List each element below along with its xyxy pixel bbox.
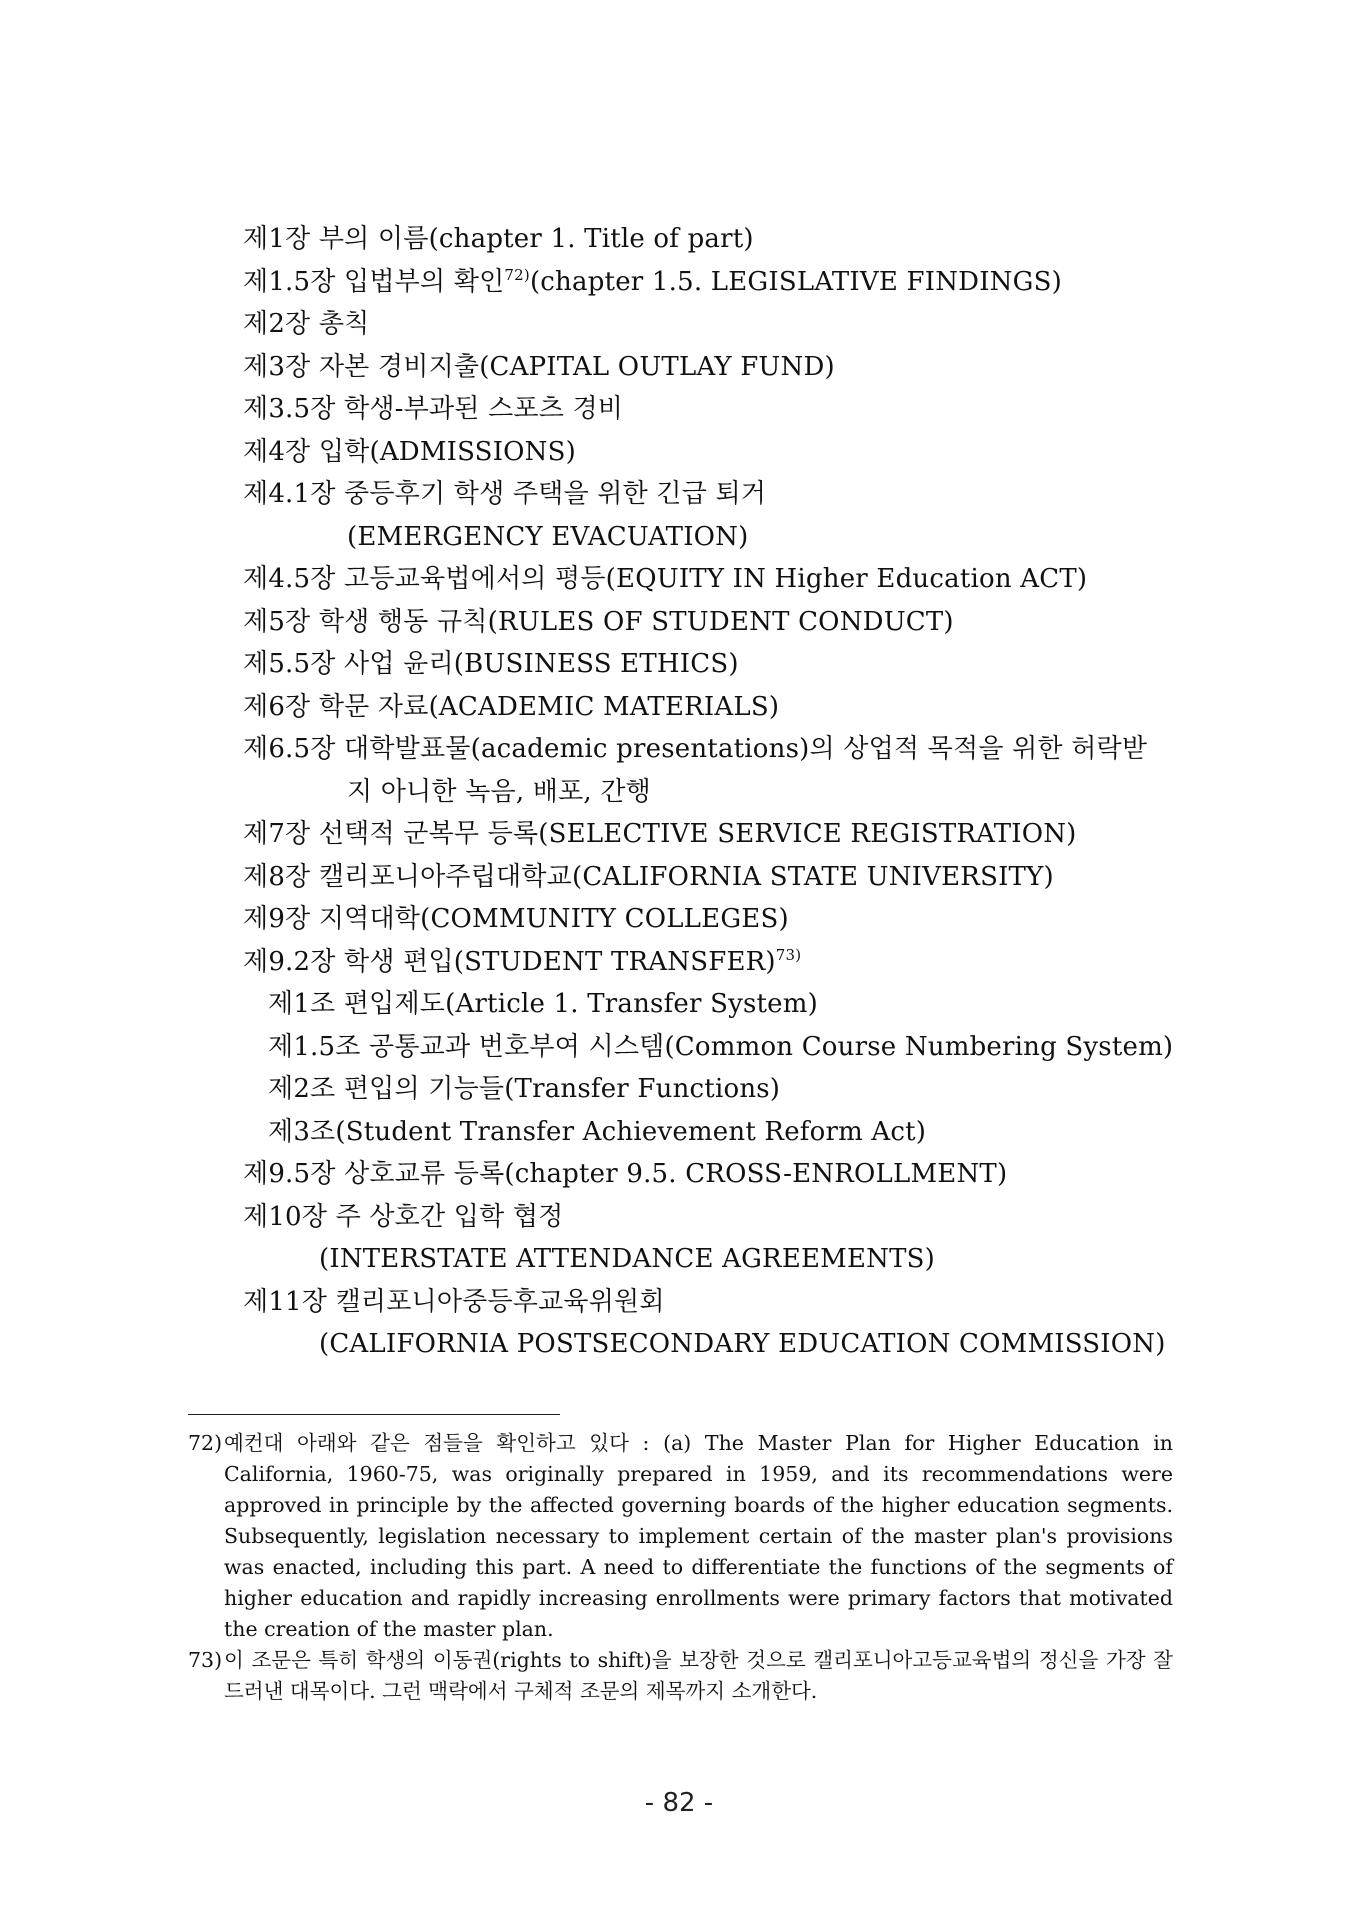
toc-entry-text: (CALIFORNIA POSTSECONDARY EDUCATION COMMISSION) xyxy=(319,1329,1166,1359)
footnote xyxy=(188,1428,1173,1645)
toc-entry-text: 제4.1장 중등후기 학생 주택을 위한 긴급 퇴거 xyxy=(243,479,767,509)
footnote-number: 72) xyxy=(188,1431,223,1455)
toc-entry xyxy=(243,1026,1243,1069)
toc-entry xyxy=(243,856,1243,899)
toc-entry-text-continued: (chapter 1.5. LEGISLATIVE FINDINGS) xyxy=(529,266,1062,297)
toc-entry-text: 제4장 입학(ADMISSIONS) xyxy=(243,436,576,467)
toc-entry-text: 제9.5장 상호교류 등록(chapter 9.5. CROSS-ENROLLMENT) xyxy=(243,1159,1008,1189)
toc-entry xyxy=(243,431,1243,474)
toc-entry-text: 제1.5조 공통교과 번호부여 시스템(Common Course Numbering System) xyxy=(268,1031,1174,1062)
toc-entry xyxy=(243,771,1243,814)
footnote-reference[interactable]: 73) xyxy=(775,945,802,964)
footnotes xyxy=(188,1428,1173,1707)
toc-entry xyxy=(243,983,1243,1026)
toc-entry-text: 제5.5장 사업 윤리(BUSINESS ETHICS) xyxy=(243,649,739,679)
toc-entry xyxy=(243,1068,1243,1111)
footnote-text: 예컨대 아래와 같은 점들을 확인하고 있다 : (a) The Master Plan for Higher Education in California, 1960-75, was originally prepared in 1959, and its recommendations were approved in principle by the affected governing boards of the higher education segments. Subsequently, legislation necessary to implement certain of the master plan's provisions was enacted, including this part. A need to differentiate the functions of the segments of higher education and rapidly increasing enrollments were primary factors that motivated the creation of the master plan. xyxy=(224,1431,1173,1641)
toc-entry-text: 제3장 자본 경비지출(CAPITAL OUTLAY FUND) xyxy=(243,351,835,382)
toc-entry xyxy=(243,643,1243,686)
page-number: - 82 - xyxy=(644,1788,714,1818)
footnote xyxy=(188,1645,1173,1707)
toc-entry xyxy=(243,941,1243,984)
toc-entry xyxy=(243,218,1243,261)
toc-entry-text: 제2장 총칙 xyxy=(243,309,370,339)
toc-entry-text: 제5장 학생 행동 규칙(RULES OF STUDENT CONDUCT) xyxy=(243,606,954,637)
toc-entry xyxy=(243,388,1243,431)
toc-entry-text: 제11장 캘리포니아중등후교육위원회 xyxy=(243,1286,665,1317)
toc-entry-text: 제1.5장 입법부의 확인 xyxy=(243,266,505,297)
toc-entry xyxy=(243,1238,1243,1281)
toc-entry-text: 제10장 주 상호간 입학 협정 xyxy=(243,1201,564,1232)
toc-entry-text: 제3조(Student Transfer Achievement Reform Act) xyxy=(268,1116,927,1147)
toc-entry xyxy=(243,473,1243,516)
toc-entry xyxy=(243,1323,1243,1366)
toc-entry xyxy=(243,303,1243,346)
toc-entry-text: 제1장 부의 이름(chapter 1. Title of part) xyxy=(243,224,754,254)
toc-entry-text: 제1조 편입제도(Article 1. Transfer System) xyxy=(268,989,818,1019)
toc-entry xyxy=(243,898,1243,941)
toc-entry-text: 제9.2장 학생 편입(STUDENT TRANSFER) xyxy=(243,946,776,977)
table-of-contents xyxy=(243,218,1243,1366)
toc-entry xyxy=(243,1153,1243,1196)
toc-entry-text: 제6.5장 대학발표물(academic presentations)의 상업적 목적을 위한 허락받 xyxy=(243,734,1148,764)
toc-entry-text: 제3.5장 학생-부과된 스포츠 경비 xyxy=(243,394,624,424)
toc-entry-text: (EMERGENCY EVACUATION) xyxy=(347,521,749,552)
footnote-text: 이 조문은 특히 학생의 이동권(rights to shift)을 보장한 것으로 캘리포니아고등교육법의 정신을 가장 잘 드러낸 대목이다. 그런 맥락에서 구체적 조문의 제목까지 소개한다. xyxy=(224,1648,1173,1703)
footnote-reference[interactable]: 72) xyxy=(504,265,530,284)
toc-entry-text: (INTERSTATE ATTENDANCE AGREEMENTS) xyxy=(319,1244,936,1274)
toc-entry-text: 제7장 선택적 군복무 등록(SELECTIVE SERVICE REGISTRATION) xyxy=(243,819,1077,849)
toc-entry-text: 제2조 편입의 기능들(Transfer Functions) xyxy=(268,1074,781,1104)
toc-entry xyxy=(243,728,1243,771)
toc-entry-text: 제6장 학문 자료(ACADEMIC MATERIALS) xyxy=(243,691,780,722)
toc-entry xyxy=(243,516,1243,559)
footnote-separator xyxy=(188,1414,560,1415)
toc-entry xyxy=(243,261,1243,304)
toc-entry xyxy=(243,601,1243,644)
toc-entry xyxy=(243,346,1243,389)
toc-entry-text: 지 아니한 녹음, 배포, 간행 xyxy=(347,776,651,807)
toc-entry xyxy=(243,686,1243,729)
toc-entry xyxy=(243,1111,1243,1154)
toc-entry-text: 제8장 캘리포니아주립대학교(CALIFORNIA STATE UNIVERSITY) xyxy=(243,861,1054,892)
toc-entry xyxy=(243,813,1243,856)
footnote-number: 73) xyxy=(188,1648,223,1672)
toc-entry-text: 제9장 지역대학(COMMUNITY COLLEGES) xyxy=(243,904,789,934)
toc-entry-text: 제4.5장 고등교육법에서의 평등(EQUITY IN Higher Education ACT) xyxy=(243,564,1088,594)
toc-entry xyxy=(243,1281,1243,1324)
toc-entry xyxy=(243,1196,1243,1239)
toc-entry xyxy=(243,558,1243,601)
